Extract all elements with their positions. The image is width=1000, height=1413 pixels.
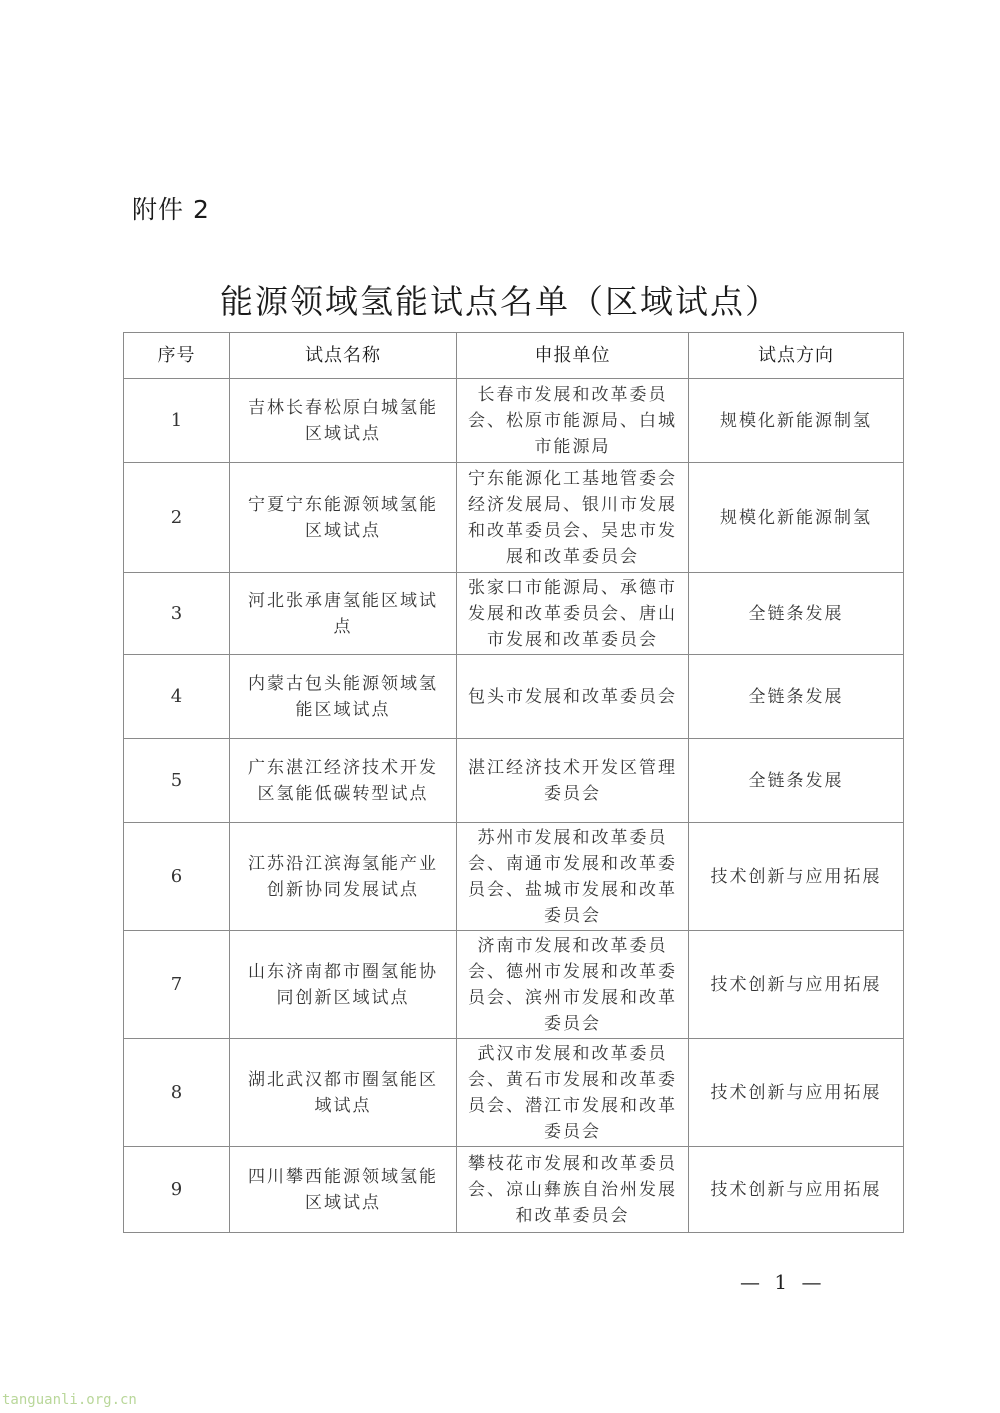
cell-serial-number: 3 — [124, 573, 230, 655]
cell-pilot-name: 河北张承唐氢能区域试点 — [230, 573, 457, 655]
table-row — [124, 931, 904, 1039]
cell-pilot-name: 江苏沿江滨海氢能产业创新协同发展试点 — [230, 823, 457, 931]
cell-serial-number: 8 — [124, 1039, 230, 1147]
cell-applicant-unit: 攀枝花市发展和改革委员会、凉山彝族自治州发展和改革委员会 — [457, 1147, 689, 1233]
table-row — [124, 823, 904, 931]
cell-pilot-direction: 全链条发展 — [689, 573, 904, 655]
cell-applicant-unit: 长春市发展和改革委员会、松原市能源局、白城市能源局 — [457, 379, 689, 463]
attachment-label: 附件 2 — [132, 195, 210, 224]
cell-serial-number: 5 — [124, 739, 230, 823]
cell-pilot-direction: 技术创新与应用拓展 — [689, 931, 904, 1039]
cell-pilot-direction: 技术创新与应用拓展 — [689, 1039, 904, 1147]
cell-pilot-direction: 全链条发展 — [689, 655, 904, 739]
cell-pilot-name: 四川攀西能源领域氢能区域试点 — [230, 1147, 457, 1233]
table-row — [124, 655, 904, 739]
cell-pilot-direction: 全链条发展 — [689, 739, 904, 823]
cell-serial-number: 2 — [124, 463, 230, 573]
cell-applicant-unit: 济南市发展和改革委员会、德州市发展和改革委员会、滨州市发展和改革委员会 — [457, 931, 689, 1039]
cell-pilot-name: 吉林长春松原白城氢能区域试点 — [230, 379, 457, 463]
cell-applicant-unit: 宁东能源化工基地管委会经济发展局、银川市发展和改革委员会、吴忠市发展和改革委员会 — [457, 463, 689, 573]
cell-pilot-direction: 技术创新与应用拓展 — [689, 1147, 904, 1233]
cell-serial-number: 1 — [124, 379, 230, 463]
table-row — [124, 463, 904, 573]
document-title: 能源领域氢能试点名单（区域试点） — [220, 282, 780, 321]
cell-applicant-unit: 湛江经济技术开发区管理委员会 — [457, 739, 689, 823]
cell-pilot-direction: 规模化新能源制氢 — [689, 463, 904, 573]
header-pilot-name: 试点名称 — [230, 333, 457, 379]
table-row — [124, 739, 904, 823]
cell-pilot-name: 宁夏宁东能源领域氢能区域试点 — [230, 463, 457, 573]
cell-pilot-name: 山东济南都市圈氢能协同创新区域试点 — [230, 931, 457, 1039]
cell-serial-number: 9 — [124, 1147, 230, 1233]
cell-applicant-unit: 武汉市发展和改革委员会、黄石市发展和改革委员会、潜江市发展和改革委员会 — [457, 1039, 689, 1147]
cell-applicant-unit: 张家口市能源局、承德市发展和改革委员会、唐山市发展和改革委员会 — [457, 573, 689, 655]
header-pilot-direction: 试点方向 — [689, 333, 904, 379]
table-row — [124, 1147, 904, 1233]
cell-pilot-name: 广东湛江经济技术开发区氢能低碳转型试点 — [230, 739, 457, 823]
page-number: — 1 — — [740, 1270, 826, 1294]
cell-serial-number: 6 — [124, 823, 230, 931]
cell-serial-number: 4 — [124, 655, 230, 739]
header-applicant-unit: 申报单位 — [457, 333, 689, 379]
cell-pilot-name: 湖北武汉都市圈氢能区域试点 — [230, 1039, 457, 1147]
table-row — [124, 1039, 904, 1147]
header-serial-number: 序号 — [124, 333, 230, 379]
cell-serial-number: 7 — [124, 931, 230, 1039]
table-header-row — [124, 333, 904, 379]
cell-pilot-name: 内蒙古包头能源领域氢能区域试点 — [230, 655, 457, 739]
table-row — [124, 573, 904, 655]
cell-applicant-unit: 包头市发展和改革委员会 — [457, 655, 689, 739]
pilot-list-table — [123, 332, 904, 1233]
cell-pilot-direction: 技术创新与应用拓展 — [689, 823, 904, 931]
table-row — [124, 379, 904, 463]
cell-applicant-unit: 苏州市发展和改革委员会、南通市发展和改革委员会、盐城市发展和改革委员会 — [457, 823, 689, 931]
cell-pilot-direction: 规模化新能源制氢 — [689, 379, 904, 463]
watermark-text: tanguanli.org.cn — [2, 1392, 137, 1408]
